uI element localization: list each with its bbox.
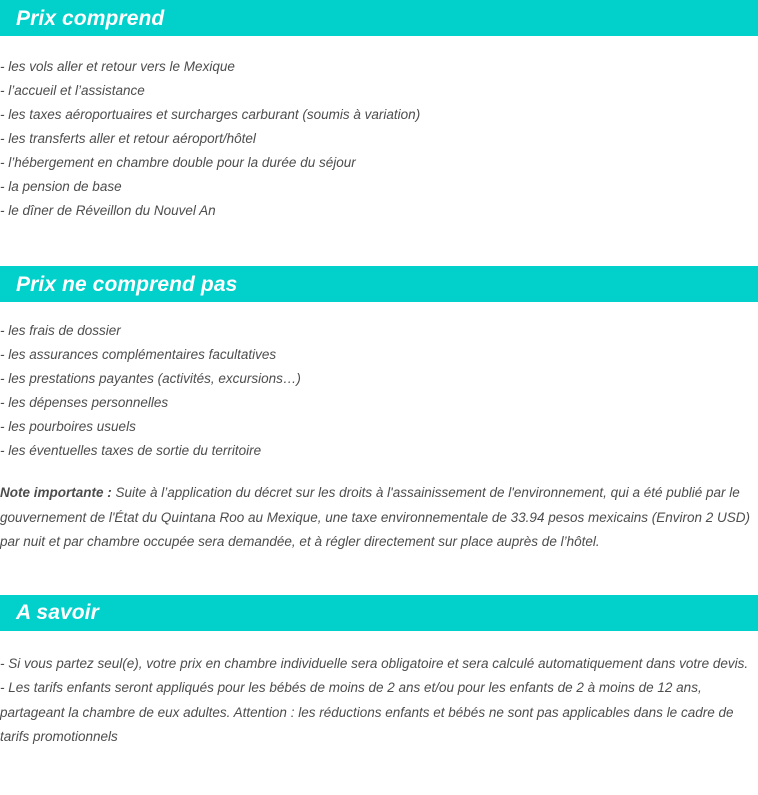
spacer <box>0 302 758 319</box>
excluded-list <box>0 319 758 463</box>
list-item: - les taxes aéroportuaires et surcharges carburant (soumis à variation) <box>0 107 421 122</box>
list-item: - l’accueil et l’assistance <box>0 83 145 98</box>
spacer <box>0 463 758 481</box>
good-to-know-paragraph: - Si vous partez seul(e), votre prix en chambre individuelle sera obligatoire et sera calculé automatiquement dans votre devis. <box>0 655 749 671</box>
section-header-prix-comprend <box>0 0 758 36</box>
included-list <box>0 55 758 223</box>
section-header-a-savoir <box>0 595 758 631</box>
spacer <box>0 631 758 652</box>
list-item: - les dépenses personnelles <box>0 395 169 410</box>
list-item: - les vols aller et retour vers le Mexique <box>0 59 235 74</box>
list-item: - les frais de dossier <box>0 323 121 338</box>
section-header-prix-ne-comprend-pas <box>0 266 758 302</box>
list-item: - les pourboires usuels <box>0 419 136 434</box>
list-item: - les éventuelles taxes de sortie du territoire <box>0 443 262 458</box>
important-note <box>0 481 758 555</box>
list-item: - les prestations payantes (activités, excursions…) <box>0 371 301 386</box>
section-title: Prix ne comprend pas <box>16 272 238 296</box>
list-item: - les assurances complémentaires facultatives <box>0 347 277 362</box>
section-title: A savoir <box>16 601 99 624</box>
section-title: Prix comprend <box>16 6 165 30</box>
spacer <box>0 223 758 266</box>
list-item: - la pension de base <box>0 179 122 194</box>
important-note-label: Note importante : <box>0 485 116 500</box>
spacer <box>0 36 758 55</box>
important-note-text: Suite à l’application du décret sur les droits à l'assainissement de l'environnement, qui a été publié par le gouvernement de l'État du Quintana Roo au Mexique, une taxe environnementale de 33.94 pesos mexicains (Environ 2 USD) par nuit et par chambre occupée sera demandée, et à régler directement sur place auprès de l’hôtel. <box>0 485 751 549</box>
list-item: - l’hébergement en chambre double pour la durée du séjour <box>0 155 356 170</box>
list-item: - le dîner de Réveillon du Nouvel An <box>0 203 216 218</box>
list-item: - les transferts aller et retour aéroport/hôtel <box>0 131 256 146</box>
spacer <box>0 555 758 595</box>
good-to-know-paragraph: - Les tarifs enfants seront appliqués pour les bébés de moins de 2 ans et/ou pour les enfants de 2 à moins de 12 ans, partageant la chambre de eux adultes. Attention : les réductions enfants et bébés ne sont pas applicables dans le cadre de tarifs promotionnels <box>0 680 734 744</box>
